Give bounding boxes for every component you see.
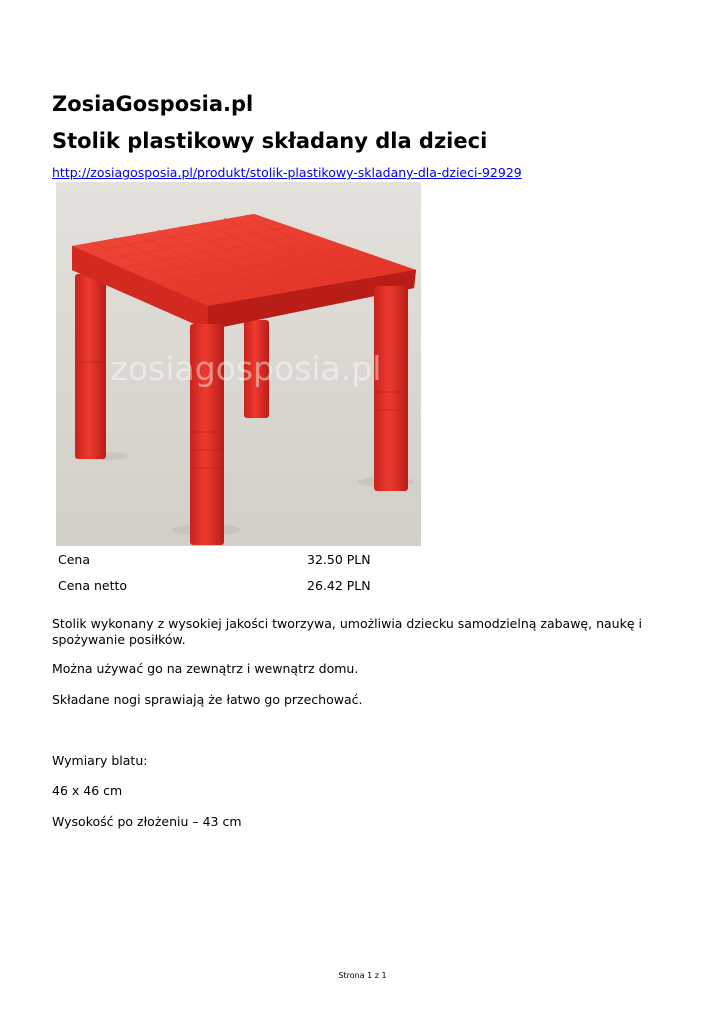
left-leg [75,274,106,459]
product-photo [56,182,421,546]
dimensions-heading: Wymiary blatu: [52,753,148,768]
price-value: 32.50 PLN [307,551,371,567]
page-number: Strona 1 z 1 [338,971,387,980]
right-leg [374,286,408,491]
price-table [52,546,371,598]
description-paragraph: Można używać go na zewnątrz i wewnątrz domu. [52,661,359,676]
dimensions-value: 46 x 46 cm [52,783,123,798]
price-label: Cena [58,551,91,567]
product-link[interactable]: http://zosiagosposia.pl/produkt/stolik-plastikowy-skladany-dla-dzieci-92929 [52,165,522,180]
product-title: Stolik plastikowy składany dla dzieci [52,129,488,153]
description-paragraph: Stolik wykonany z wysokiej jakości tworzywa, umożliwia dziecku samodzielną zabawę, naukę i spożywanie posiłków. [52,616,642,647]
price-row [52,572,371,598]
price-row [52,546,371,572]
price-label: Cena netto [58,577,128,593]
price-value: 26.42 PLN [307,577,371,593]
photo-watermark: zosiagosposia.pl [110,349,382,388]
site-title: ZosiaGosposia.pl [52,92,254,116]
folded-height: Wysokość po złożeniu – 43 cm [52,814,242,829]
description-paragraph: Składane nogi sprawiają że łatwo go przechować. [52,692,363,707]
